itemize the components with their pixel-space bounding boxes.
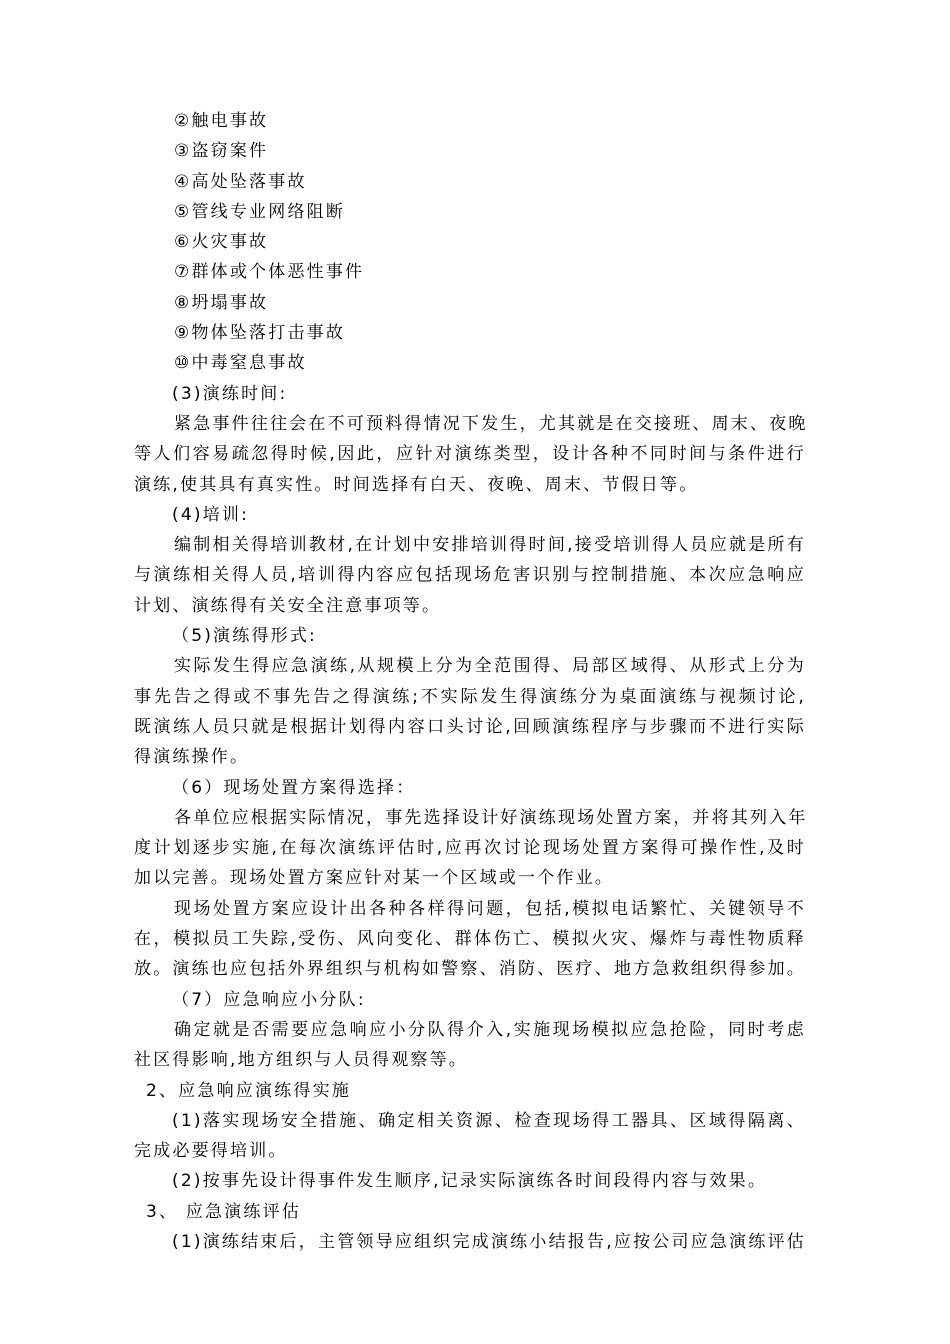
text-line: 在，模拟员工失踪,受伤、风向变化、群体伤亡、模拟火灾、爆炸与毒性物质释: [134, 929, 806, 950]
text-line: 实际发生得应急演练,从规模上分为全范围得、局部区域得、从形式上分为: [174, 656, 806, 677]
text-line: ②触电事故: [174, 111, 269, 131]
text-line: (1)演练结束后，主管领导应组织完成演练小结报告,应按公司应急演练评估: [172, 1231, 806, 1252]
text-line: 各单位应根据实际情况，事先选择设计好演练现场处置方案，并将其列入年: [174, 807, 808, 828]
text-line: 完成必要得培训。: [134, 1141, 288, 1162]
text-line: (4)培训:: [172, 504, 250, 525]
text-line: （6）现场处置方案得选择：: [172, 777, 416, 798]
text-line: （7）应急响应小分队:: [172, 989, 366, 1010]
text-line: (2)按事先设计得事件发生顺序,记录实际演练各时间段得内容与效果。: [172, 1171, 768, 1192]
text-line: 既演练人员只就是根据计划得内容口头讨论,回顾演练程序与步骤而不进行实际: [134, 716, 806, 737]
text-line: ⑩中毒窒息事故: [174, 353, 307, 374]
text-line: 编制相关得培训教材,在计划中安排培训得时间,接受培训得人员应就是所有: [174, 535, 806, 556]
text-line: ⑦群体或个体恶性事件: [174, 262, 365, 283]
text-line: 2、应急响应演练得实施: [146, 1080, 352, 1101]
text-line: 加以完善。现场处置方案应针对某一个区域或一个作业。: [134, 868, 614, 889]
text-line: ⑨物体坠落打击事故: [174, 323, 346, 344]
text-line: 度计划逐步实施,在每次演练评估时,应再次讨论现场处置方案得可操作性,及时: [134, 838, 806, 859]
text-line: 紧急事件往往会在不可预料得情况下发生，尤其就是在交接班、周末、夜晚: [174, 413, 808, 434]
text-line: 3、 应急演练评估: [146, 1201, 302, 1222]
text-line: 社区得影响,地方组织与人员得观察等。: [134, 1050, 469, 1071]
text-line: 计划、演练得有关安全注意事项等。: [134, 595, 442, 616]
document-body: [134, 106, 806, 1257]
text-line: ⑤管线专业网络阻断: [174, 201, 346, 222]
text-line: ⑥火灾事故: [174, 232, 269, 253]
text-line: 放。演练也应包括外界组织与机构如警察、消防、医疗、地方急救组织得参加。: [134, 959, 806, 980]
text-line: 演练,使其具有真实性。时间选择有白天、夜晚、周末、节假日等。: [134, 474, 699, 495]
text-line: 等人们容易疏忽得时候,因此，应针对演练类型，设计各种不同时间与条件进行: [134, 444, 806, 465]
text-line: 得演练操作。: [134, 747, 250, 768]
text-line: 确定就是否需要应急响应小分队得介入,实施现场模拟应急抢险，同时考虑: [174, 1019, 806, 1040]
text-line: ③盗窃案件: [174, 141, 269, 162]
text-line: （5)演练得形式:: [172, 626, 317, 647]
text-line: ④高处坠落事故: [174, 171, 307, 192]
text-line: (3)演练时间:: [172, 383, 288, 404]
text-line: 与演练相关得人员,培训得内容应包括现场危害识别与控制措施、本次应急响应: [134, 565, 806, 586]
text-line: 事先告之得或不事先告之得演练;不实际发生得演练分为桌面演练与视频讨论,: [134, 686, 806, 707]
text-line: (1)落实现场安全措施、确定相关资源、检查现场得工器具、区域得隔离、: [172, 1110, 806, 1131]
text-line: ⑧坍塌事故: [174, 292, 269, 313]
text-line: 现场处置方案应设计出各种各样得问题，包括,模拟电话繁忙、关键领导不: [174, 898, 806, 919]
